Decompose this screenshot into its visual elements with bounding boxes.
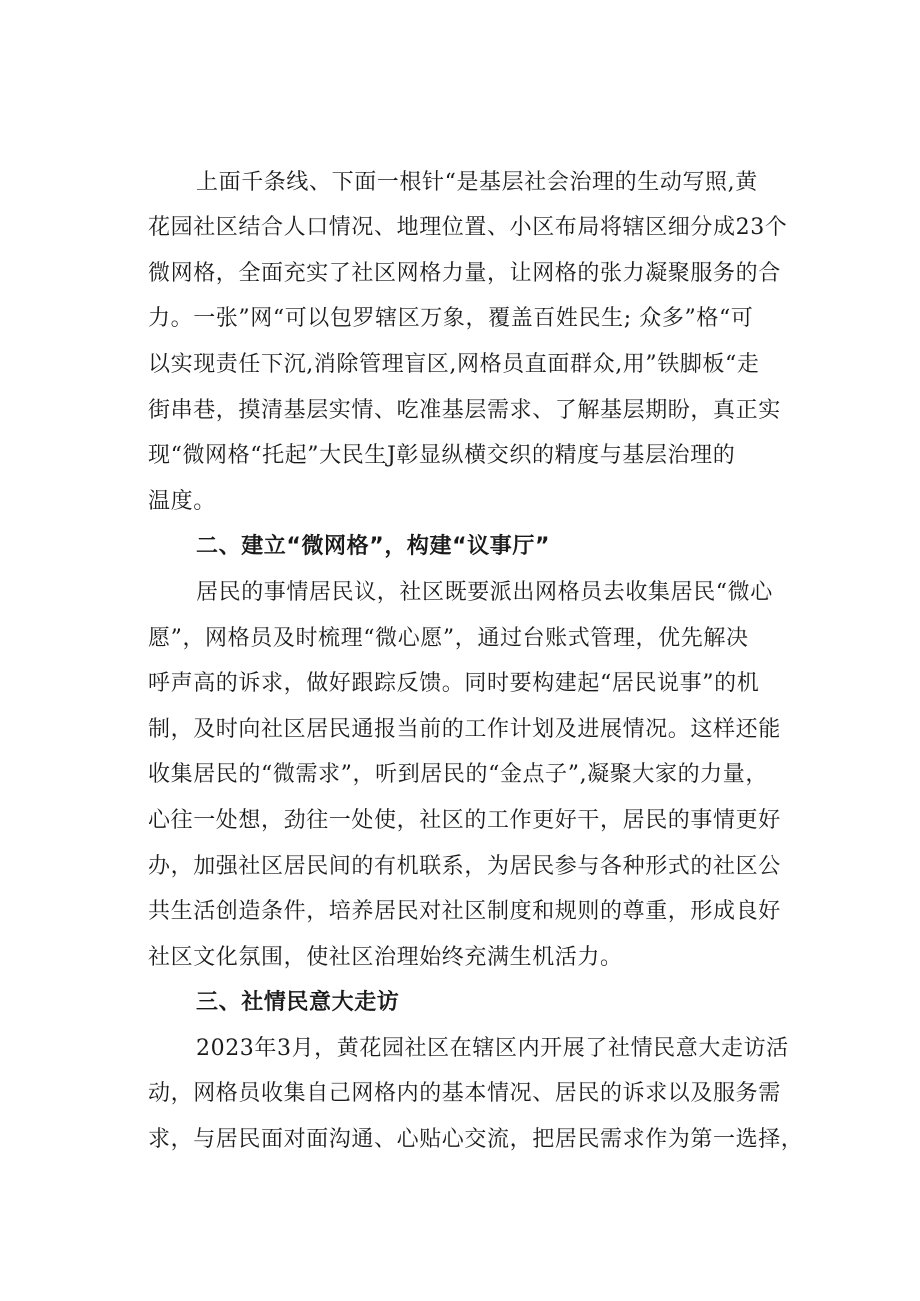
paragraph-line: 收集居民的“微需求”，听到居民的“金点子”,凝聚大家的力量， xyxy=(148,762,768,787)
paragraph-line: 微网格，全面充实了社区网格力量，让网格的张力凝聚服务的合 xyxy=(148,261,781,286)
paragraph-line: 呼声高的诉求，做好跟踪反馈。同时要构建起“居民说事”的机 xyxy=(148,671,760,696)
paragraph-line: 以实现责任下沉,消除管理盲区,网格员直面群众,用”铁脚板“走 xyxy=(148,352,760,377)
paragraph-line: 心往一处想，劲往一处使，社区的工作更好干，居民的事情更好 xyxy=(148,808,781,833)
paragraph-line: 动，网格员收集自己网格内的基本情况、居民的诉求以及服务需 xyxy=(148,1081,781,1106)
paragraph-line: 制，及时向社区居民通报当前的工作计划及进展情况。这样还能 xyxy=(148,717,781,742)
paragraph-line: 求，与居民面对面沟通、心贴心交流，把居民需求作为第一选择， xyxy=(148,1127,804,1152)
section-heading: 二、建立“微网格”，构建“议事厅” xyxy=(196,534,551,559)
paragraph-line: 力。一张”网“可以包罗辖区万象，覆盖百姓民生; 众多”格“可 xyxy=(148,306,754,331)
paragraph-line: 社区文化氛围，使社区治理始终充满生机活力。 xyxy=(148,945,623,970)
paragraph-line: 办，加强社区居民间的有机联系，为居民参与各种形式的社区公 xyxy=(148,854,781,879)
paragraph-line: 愿”，网格员及时梳理“微心愿”，通过台账式管理，优先解决 xyxy=(148,626,749,651)
section-heading: 三、社情民意大走访 xyxy=(196,990,400,1015)
paragraph-line: 2023年3月，黄花园社区在辖区内开展了社情民意大走访活 xyxy=(196,1036,789,1061)
paragraph-line: 花园社区结合人口情况、地理位置、小区布局将辖区细分成23个 xyxy=(148,215,788,240)
paragraph-line: 现“微网格“托起”大民生J彰显纵横交织的精度与基层治理的 xyxy=(148,443,736,468)
paragraph-line: 共生活创造条件，培养居民对社区制度和规则的尊重，形成良好 xyxy=(148,899,781,924)
paragraph-line: 居民的事情居民议，社区既要派出网格员去收集居民“微心 xyxy=(196,580,773,605)
paragraph-line: 上面千条线、下面一根针“是基层社会治理的生动写照,黄 xyxy=(196,170,758,195)
paragraph-line: 街串巷，摸清基层实情、吃准基层需求、了解基层期盼，真正实 xyxy=(148,398,781,423)
paragraph-line: 温度。 xyxy=(148,489,216,514)
